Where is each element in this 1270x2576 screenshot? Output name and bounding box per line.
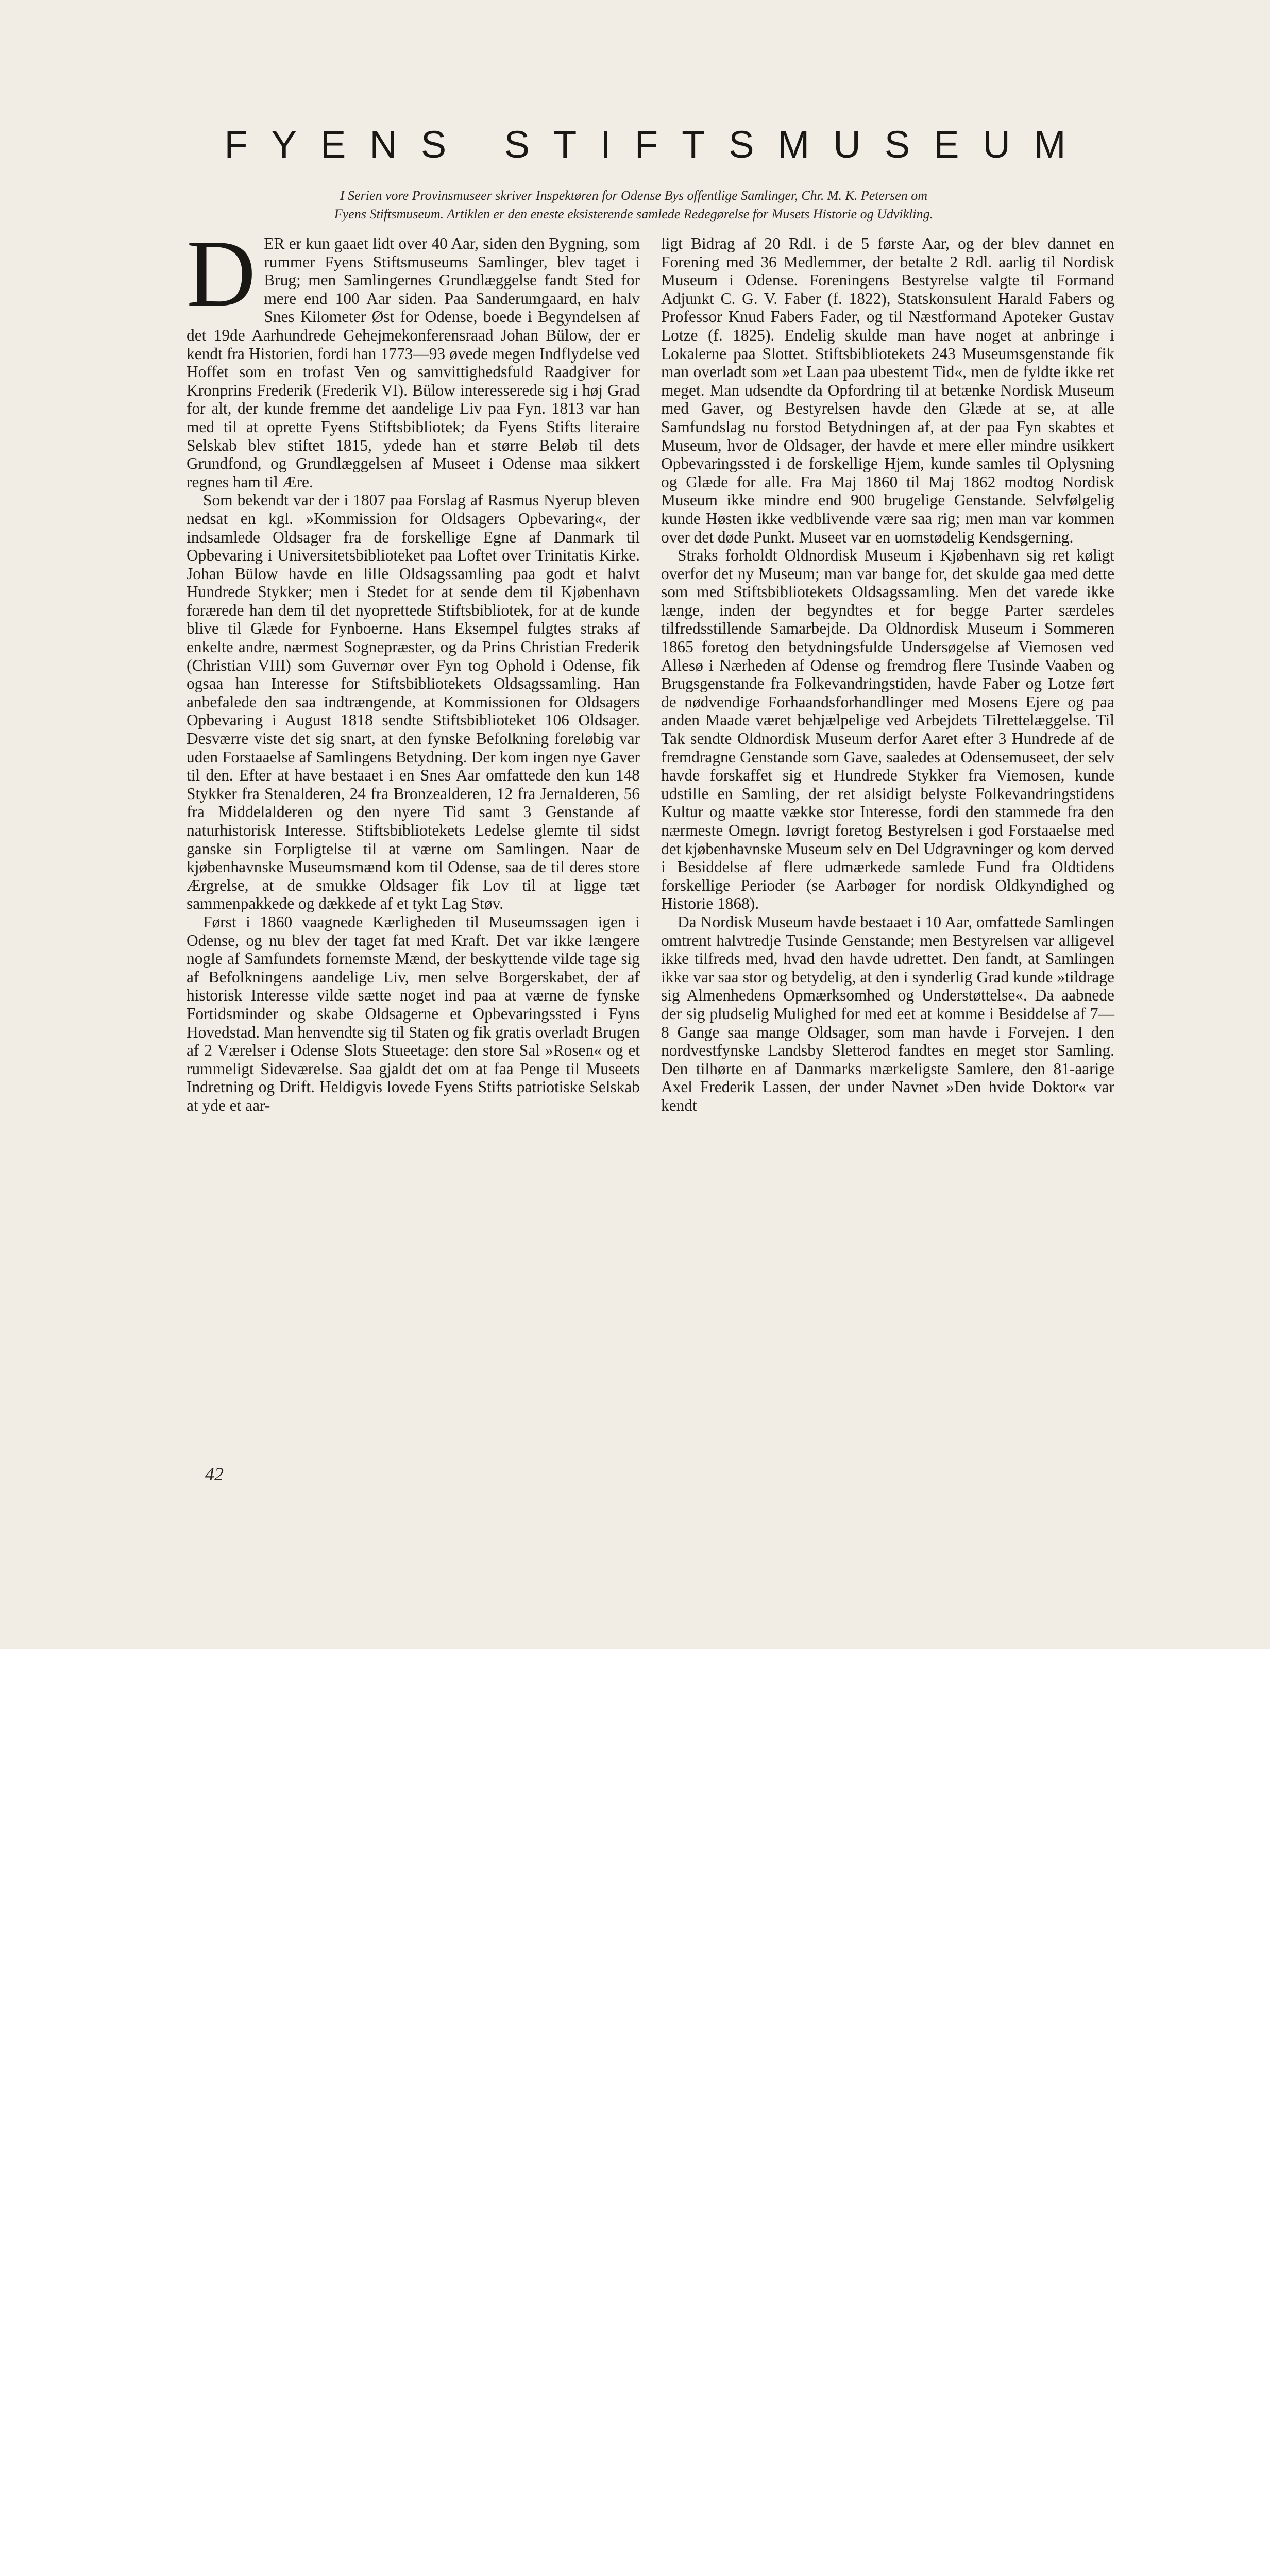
paragraph: ligt Bidrag af 20 Rdl. i de 5 første Aar, og der blev dannet en Forening med 36 Medlemmer, der betalte 2 Rdl. aarlig til Nordisk Museum i Odense. Foreningens Bestyrelse valgte til Formand Adjunkt C. G. V. Faber (f. 1822), Statskonsulent Harald Fabers og Professor Knud Fabers Fader, og til Næstformand Apoteker Gustav Lotze (f. 1825). Endelig skulde man have noget at anbringe i Lokalerne paa Slottet. Stiftsbibliotekets 243 Museumsgenstande fik man overladt som »et Laan paa ubestemt Tid«, men de fyldte ikke ret meget. Man udsendte da Opfordring til at betænke Nordisk Museum med Gaver, og Bestyrelsen havde den Glæde at se, at alle Samfundslag nu forstod Betydningen af, at der paa Fyn skabtes et Museum, hvor de Oldsager, der havde et mere eller mindre usikkert Opbevaringssted i de forskellige Hjem, kunde samles til Oplysning og Glæde for alle. Fra Maj 1860 til Maj 1862 modtog Nordisk Museum ikke mindre end 900 brugelige Genstande. Selvfølgelig kunde Høsten ikke vedblivende være saa rig; men man var kommen over det døde Punkt. Museet var en uomstødelig Kendsgerning. [661,234,1114,546]
page-number: 42 [205,1464,224,1484]
drop-cap: D [187,221,256,327]
paragraph [187,221,640,491]
intro-line-2: Fyens Stiftsmuseum. Artiklen er den eneste eksisterende samlede Redegørelse for Musets Historie og Udvikling. [334,207,934,222]
paragraph-text: ER er kun gaaet lidt over 40 Aar, siden den Bygning, som rummer Fyens Stiftsmuseums Samlinger, blev taget i Brug; men Samlingernes Grundlæggelse fandt Sted for mere end 100 Aar siden. Paa Sanderumgaard, en halv Snes Kilometer Øst for Odense, boede i Begyndelsen af det 19de Aarhundrede Gehejmekonferensraad Johan Bülow, der er kendt fra Historien, fordi han 1773—93 øvede megen Indflydelse ved Hoffet som en trofast Ven og samvittighedsfuld Raadgiver for Kronprins Frederik (Frederik VI). Bülow interesserede sig i høj Grad for alt, der kunde fremme det aandelige Liv paa Fyn. 1813 var han med til at oprette Fyens Stiftsbibliotek; da Fyens Stifts literaire Selskab blev stiftet 1815, ydede han et større Beløb til dets Grundfond, og Grundlæggelsen af Museet i Odense maa sikkert regnes ham til Ære. [187,234,640,491]
article-title: FYENS STIFTSMUSEUM [224,123,1090,166]
paragraph: Straks forholdt Oldnordisk Museum i Kjøbenhavn sig ret køligt overfor det ny Museum; man var bange for, det skulde gaa med dette som med Stiftsbibliotekets Oldsagssamling. Men det varede ikke længe, inden der begyndtes et for begge Parter særdeles tilfredsstillende Samarbejde. Da Oldnordisk Museum i Sommeren 1865 foretog den betydningsfulde Undersøgelse af Viemosen ved Allesø i Nærheden af Odense og fremdrog flere Tusinde Vaaben og Brugsgenstande fra Folkevandringstiden, havde Faber og Lotze ført de nødvendige Forhaandsforhandlinger med Mosens Ejere og paa anden Maade været behjælpelige ved Arbejdets Tilrettelæggelse. Til Tak sendte Oldnordisk Museum derfor Aaret efter 3 Hundrede af de fremdragne Genstande som Gave, saaledes at Odensemuseet, der selv havde forskaffet sig et Hundrede Stykker fra Viemosen, kunde udstille en Samling, der ret alsidigt belyste Folkevandringstidens Kultur og maatte vække stor Interesse, fordi den stammede fra den nærmeste Omegn. Iøvrigt foretog Bestyrelsen i god Forstaaelse med det kjøbenhavnske Museum selv en Del Udgravninger og kom derved i Besiddelse af flere udmærkede samlede Fund fra Oldtidens forskellige Perioder (se Aarbøger for nordisk Oldkyndighed og Historie 1868). [661,546,1114,913]
left-column [187,221,640,1115]
paragraph: Som bekendt var der i 1807 paa Forslag af Rasmus Nyerup bleven nedsat en kgl. »Kommission for Oldsagers Opbevaring«, der indsamlede Oldsager fra de forskellige Egne af Danmark til Opbevaring i Universitetsbiblioteket paa Loftet over Trinitatis Kirke. Johan Bülow havde en lille Oldsagssamling paa godt et halvt Hundrede Stykker; men i Stedet for at sende dem til Kjøbenhavn forærede han dem til det nyoprettede Stiftsbibliotek, for at de kunde blive til Glæde for Fynboerne. Hans Eksempel fulgtes straks af enkelte andre, nærmest Sognepræster, og da Prins Christian Frederik (Christian VIII) som Guvernør over Fyn tog Ophold i Odense, fik ogsaa han Interesse for Stiftsbibliotekets Oldsagssamling. Han anbefalede den saa indtrængende, at Kommissionen for Oldsagers Opbevaring i August 1818 sendte Stiftsbiblioteket 106 Oldsager. Desværre viste det sig snart, at den fynske Befolkning foreløbig var uden Forstaaelse af Samlingens Betydning. Der kom ingen nye Gaver til den. Efter at have bestaaet i en Snes Aar omfattede den kun 148 Stykker fra Stenalderen, 24 fra Bronzealderen, 12 fra Jernalderen, 56 fra Middelalderen og den nyere Tid samt 3 Genstande af naturhistorisk Interesse. Stiftsbibliotekets Ledelse glemte til sidst ganske sin Forpligtelse til at værne om Samlingen. Naar de kjøbenhavnske Museumsmænd kom til Odense, saa de til deres store Ærgrelse, at de smukke Oldsager fik Lov til at ligge tæt sammenpakkede og dækkede af et tykt Lag Støv. [187,491,640,913]
footer-bar [0,1649,1270,1744]
paragraph: Først i 1860 vaagnede Kærligheden til Museumssagen igen i Odense, og nu blev der taget fat med Kraft. Det var ikke længere nogle af Samfundets fornemste Mænd, der beskyttende vilde tage sig af Befolkningens aandelige Liv, men selve Borgerskabet, der af historisk Interesse vilde sætte noget ind paa at værne de fynske Fortidsminder og skabe Oldsagerne et Opbevaringssted i Fyns Hovedstad. Man henvendte sig til Staten og fik gratis overladt Brugen af 2 Værelser i Odense Slots Stueetage: den store Sal »Rosen« og et rummeligt Sideværelse. Saa gjaldt det om at faa Penge til Museets Indretning og Drift. Heldigvis lovede Fyens Stifts patriotiske Selskab at yde et aar- [187,912,640,1114]
intro-line-1: I Serien vore Provinsmuseer skriver Inspektøren for Odense Bys offentlige Samlinger, Chr. M. K. Petersen om [340,188,928,203]
paragraph: Da Nordisk Museum havde bestaaet i 10 Aar, omfattede Samlingen omtrent halvtredje Tusinde Genstande; men Bestyrelsen var alligevel ikke tilfreds med, hvad den havde udrettet. Den fandt, at Samlingen ikke var saa stor og betydelig, at den i synderlig Grad kunde »tildrage sig Almenhedens Opmærksomhed og Understøttelse«. Da aabnede der sig pludselig Mulighed for med eet at komme i Besiddelse af 7—8 Gange saa mange Oldsager, som man havde i Forvejen. I den nordvestfynske Landsby Sletterod fandtes en meget stor Samling. Den tilhørte en af Danmarks mærkeligste Samlere, den 81-aarige Axel Frederik Lassen, der under Navnet »Den hvide Doktor« var kendt [661,912,1114,1114]
article-intro [227,187,1041,224]
right-column [661,234,1114,1115]
